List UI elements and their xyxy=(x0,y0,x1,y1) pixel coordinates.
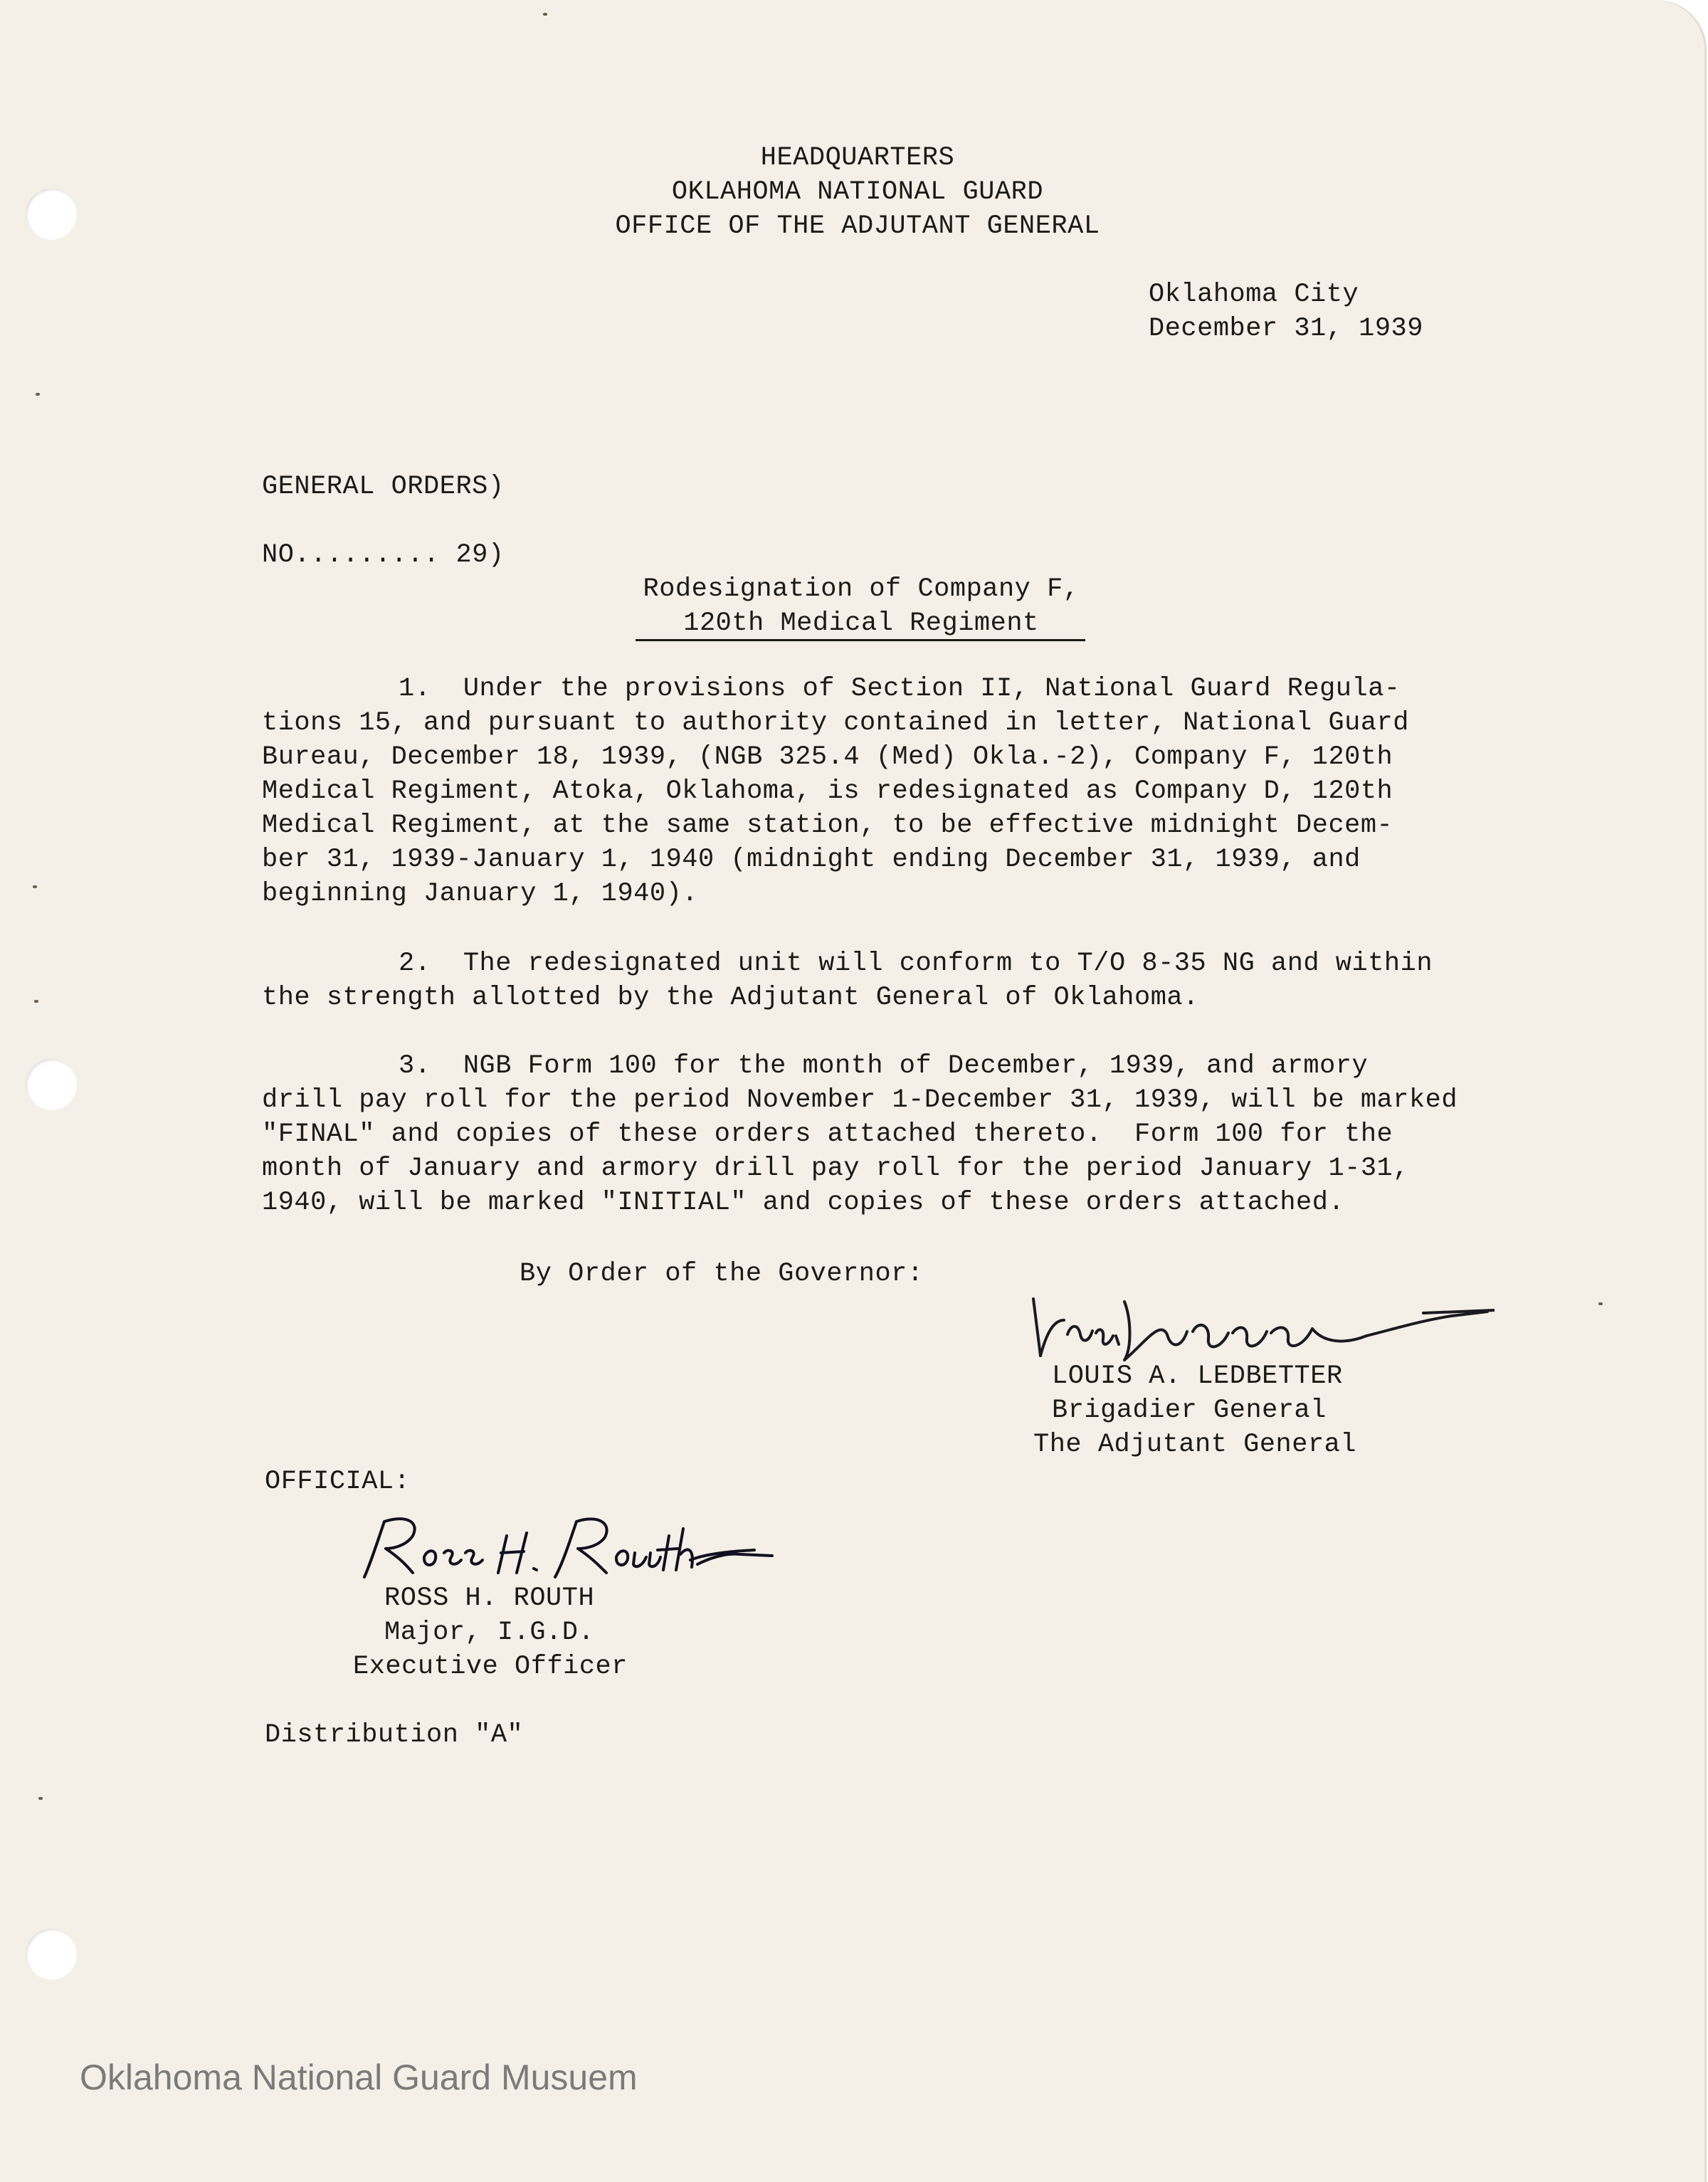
city: Oklahoma City xyxy=(1149,280,1359,310)
routh-signature xyxy=(356,1507,776,1586)
subject-line-1: Rodesignation of Company F, xyxy=(643,574,1080,604)
signatory-rank: Brigadier General xyxy=(1052,1396,1327,1425)
paragraph-3-line: "FINAL" and copies of these orders attached thereto. Form 100 for the xyxy=(262,1119,1393,1149)
paragraph-1-line: Bureau, December 18, 1939, (NGB 325.4 (Med) Okla.-2), Company F, 120th xyxy=(262,742,1393,772)
paragraph-1-line: ber 31, 1939-January 1, 1940 (midnight ending December 31, 1939, and xyxy=(262,845,1361,875)
official-rank: Major, I.G.D. xyxy=(384,1618,595,1648)
punch-hole xyxy=(26,1929,77,1980)
museum-watermark: Oklahoma National Guard Musuem xyxy=(80,2057,638,2097)
header-line-3: OFFICE OF THE ADJUTANT GENERAL xyxy=(615,211,1100,241)
paragraph-1-line: beginning January 1, 1940). xyxy=(262,879,698,909)
paragraph-2-line: the strength allotted by the Adjutant General of Oklahoma. xyxy=(262,983,1199,1013)
paragraph-3-line: 3. NGB Form 100 for the month of December, 1939, and armory xyxy=(399,1051,1369,1081)
paper-speck xyxy=(33,885,37,888)
header-line-1: HEADQUARTERS xyxy=(760,143,955,173)
signatory-title: The Adjutant General xyxy=(1033,1430,1357,1460)
signatory-name: LOUIS A. LEDBETTER xyxy=(1052,1361,1343,1391)
paragraph-3-line: 1940, will be marked "INITIAL" and copies of these orders attached. xyxy=(262,1188,1345,1218)
punch-hole xyxy=(26,1059,77,1110)
distribution-line: Distribution "A" xyxy=(265,1720,524,1750)
paragraph-1-line: tions 15, and pursuant to authority contained in letter, National Guard xyxy=(262,708,1409,738)
paragraph-2-line: 2. The redesignated unit will conform to T/O 8-35 NG and within xyxy=(399,949,1433,979)
order-number: NO......... 29) xyxy=(262,540,505,570)
paragraph-3-line: drill pay roll for the period November 1-December 31, 1939, will be marked xyxy=(262,1085,1458,1115)
paper-speck xyxy=(34,1000,38,1003)
official-label: OFFICIAL: xyxy=(265,1467,411,1497)
paragraph-3-line: month of January and armory drill pay roll for the period January 1-31, xyxy=(262,1154,1409,1184)
by-order-line: By Order of the Governor: xyxy=(520,1259,924,1289)
general-orders-label: GENERAL ORDERS) xyxy=(262,472,505,502)
paragraph-1-line: Medical Regiment, at the same station, to be effective midnight Decem- xyxy=(262,811,1393,840)
subject-line-2: 120th Medical Regiment xyxy=(683,608,1039,638)
subject-underline xyxy=(636,639,1085,641)
header-line-2: OKLAHOMA NATIONAL GUARD xyxy=(671,177,1044,207)
date: December 31, 1939 xyxy=(1149,314,1423,344)
paper-speck xyxy=(36,393,40,396)
paper-speck xyxy=(38,1797,43,1800)
paper-speck xyxy=(543,13,547,16)
paragraph-1-line: Medical Regiment, Atoka, Oklahoma, is redesignated as Company D, 120th xyxy=(262,776,1393,806)
official-title: Executive Officer xyxy=(353,1652,628,1682)
paragraph-1-line: 1. Under the provisions of Section II, National Guard Regula- xyxy=(399,674,1401,704)
official-name: ROSS H. ROUTH xyxy=(384,1583,595,1613)
paper-speck xyxy=(1598,1302,1603,1305)
